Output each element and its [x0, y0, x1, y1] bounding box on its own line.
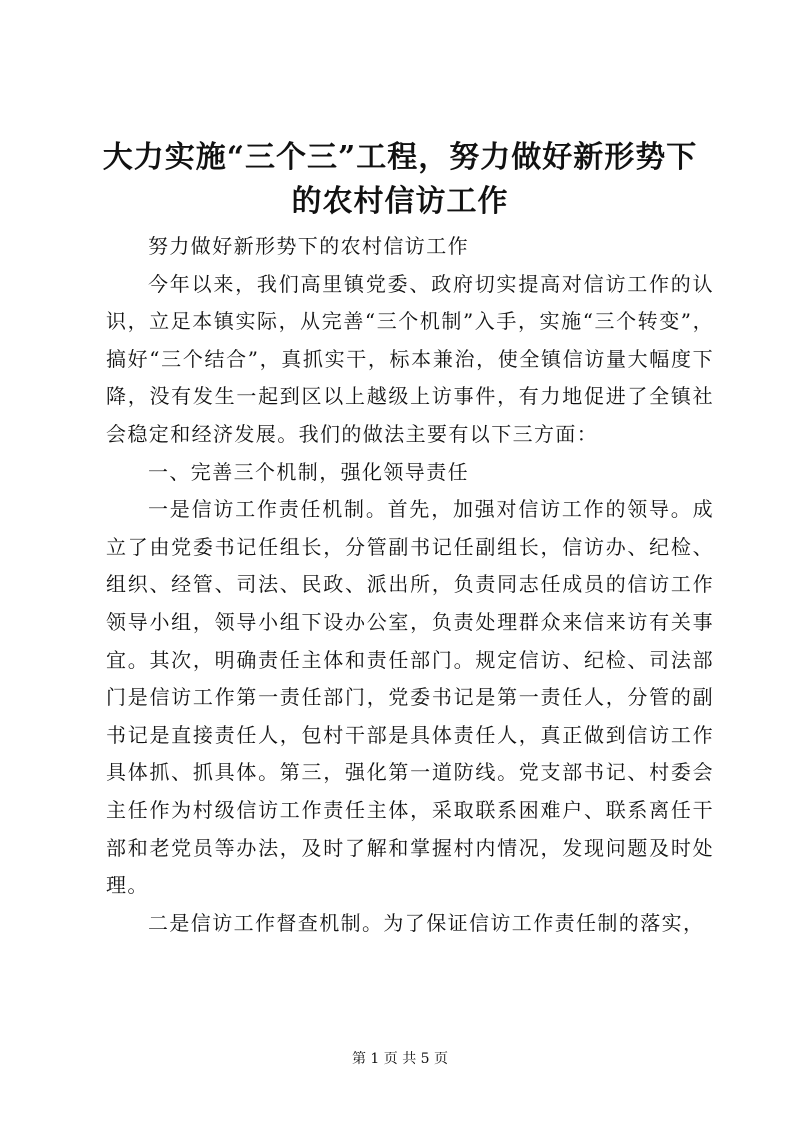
- body-paragraph: 二是信访工作督查机制。为了保证信访工作责任制的落实，: [148, 910, 705, 935]
- body-paragraph: 一是信访工作责任机制。首先，加强对信访工作的领导。成立了由党委书记任组长，分管副书记任副组长，信访办、纪检、组织、经管、司法、民政、派出所，负责同志任成员的信访工作领导小组，领导小组下设办公室，负责处理群众来信来访有关事宜。其次，明确责任主体和责任部门。规定信访、纪检、司法部门是信访工作第一责任部门，党委书记是第一责任人，分管的副书记是直接责任人，包村干部是具体责任人，真正做到信访工作具体抓、抓具体。第三，强化第一道防线。党支部书记、村委会主任作为村级信访工作责任主体，采取联系困难户、联系离任干部和老党员等办法，及时了解和掌握村内情况，发现问题及时处理。: [106, 497, 714, 898]
- intro-paragraph: 今年以来，我们高里镇党委、政府切实提高对信访工作的认识，立足本镇实际，从完善“三个机制”入手，实施“三个转变”，搞好“三个结合”，真抓实干，标本兼治，使全镇信访量大幅度下降，没有发生一起到区以上越级上访事件，有力地促进了全镇社会稳定和经济发展。我们的做法主要有以下三方面：: [106, 271, 714, 446]
- document-body: [106, 228, 714, 942]
- title-line-2: 的农村信访工作: [291, 184, 509, 219]
- section-heading: 一、完善三个机制，强化领导责任: [148, 459, 469, 484]
- document-title: [60, 136, 740, 224]
- subtitle-paragraph: 努力做好新形势下的农村信访工作: [148, 234, 469, 258]
- title-line-1: 大力实施“三个三”工程，努力做好新形势下: [102, 140, 698, 175]
- page-footer: 第 1 页 共 5 页: [351, 1051, 449, 1067]
